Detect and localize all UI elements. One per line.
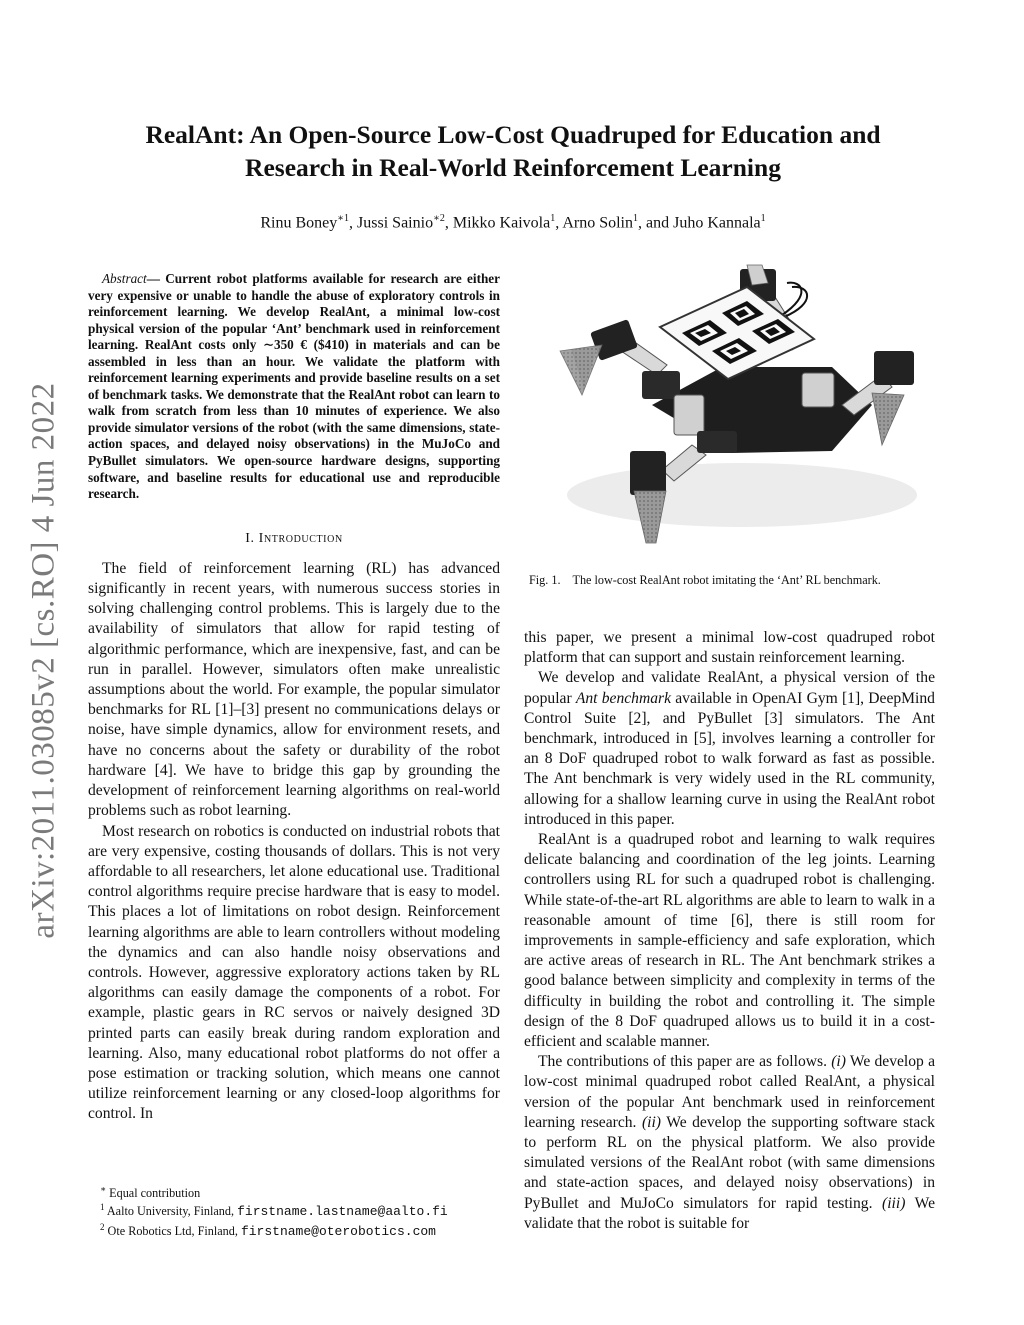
footnote-mark: 1 [100, 1202, 105, 1213]
body-text: We develop the supporting software stack to perform RL on the physical platform. We also provide simulated versions of the RealAnt robot (with same dimensions and state-action spaces, and delayed noisy observations) in PyBullet and MuJoCo simulators for rapid testing. [524, 1113, 935, 1212]
author-name: Arno Solin [562, 214, 633, 232]
footnote-email: firstname@oterobotics.com [240, 1224, 436, 1239]
author-separator: , and [637, 214, 674, 232]
body-paragraph [524, 668, 935, 830]
figure-caption [529, 572, 939, 588]
intro-paragraph: Most research on robotics is conducted on industrial robots that are very expensive, costing thousands of dollars. This is not very affordable to all researchers, let alone educational use. Traditional control algorithms require precise hardware that is easy to model. This places a lot of limitations on robot design. Reinforcement learning algorithms are able to learn controllers without modeling the dynamics and can also handle noisy observations and controls. However, aggressive exploratory actions taken by RL algorithms can easily damage the components of a robot. For example, plastic gears in RC servos or naively designed 3D printed parts can easily break during random exploration and learning. Also, many educational robot platforms do not offer a pose estimation or tracking solution, which means one cannot utilize reinforcement learning or any closed-loop algorithms for control. In [88, 822, 500, 1123]
arxiv-identifier-text: arXiv:2011.03085v2 [cs.RO] 4 Jun 2022 [25, 381, 62, 939]
title-line-1: RealAnt: An Open-Source Low-Cost Quadruped for Education and [145, 120, 881, 149]
footnote-email: firstname.lastname@aalto.fi [237, 1204, 448, 1220]
realant-robot-illustration [542, 255, 934, 545]
footnote-text: Ote Robotics Ltd, Finland, [107, 1224, 241, 1238]
author-affiliation-mark: 1 [632, 213, 638, 224]
author-separator: , [349, 214, 358, 232]
intro-paragraph: The field of reinforcement learning (RL) has advanced significantly in recent years, with numerous success stories in solving challenging control problems. This is largely due to the availability of simulators that allow for rapid testing of algorithmic performance, which are inexpensive, fast, and can be run in parallel. However, simulators often make unrealistic assumptions about the world. For example, the popular simulator benchmarks for RL [1]–[3] present no communications delays or noise, have simple dynamics, allow for environment resets, and have no concerns about the safety or durability of the robot hardware [4]. We have to bridge this gap by grounding the development of reinforcement learning algorithms on real-world problems such as robot learning. [88, 559, 500, 820]
body-emphasis: (i) [831, 1053, 846, 1071]
body-paragraph: this paper, we present a minimal low-cost quadruped robot platform that can support and sustain reinforcement learning. [524, 629, 935, 667]
figure-robot-photo [542, 255, 934, 545]
footnote [100, 1182, 520, 1200]
body-emphasis: Ant benchmark [575, 689, 672, 707]
paper-title [90, 118, 936, 184]
footnote-text: Equal contribution [109, 1186, 201, 1201]
title-line-2: Research in Real-World Reinforcement Learning [245, 153, 781, 182]
figure-caption-label: Fig. 1. [529, 573, 561, 587]
author-affiliation-mark: ∗2 [433, 213, 445, 224]
author-affiliation-mark: ∗1 [337, 213, 350, 224]
footnote-mark: ∗ [100, 1184, 107, 1194]
author-name: Juho Kannala [673, 214, 761, 232]
figure-caption-text: The low-cost RealAnt robot imitating the ‘Ant’ RL benchmark. [572, 573, 881, 587]
author-name: Rinu Boney [260, 214, 338, 232]
author-separator: , [444, 214, 453, 232]
body-text: We develop a low-cost minimal quadruped robot called RealAnt, a physical version of the popular Ant benchmark used in reinforcement learning research. [524, 1053, 935, 1131]
author-affiliation-mark: 1 [760, 213, 766, 224]
body-paragraph: RealAnt is a quadruped robot and learning to walk requires delicate balancing and coordination of the leg joints. Learning controllers using RL for such a quadruped robot is challenging. While state-of-the-art RL algorithms are able to learn to walk in a reasonable amount of time [6], there is still room for improvements in sample-efficiency and safe exploration, which are active areas of research in RL. The Ant benchmark strikes a good balance between simplicity and complexity in terms of the difficulty in building the robot and controlling it. The simple design of the 8 DoF quadruped allows us to build it in a cost-efficient and scalable manner. [524, 831, 935, 1051]
body-emphasis: (iii) [882, 1194, 906, 1212]
abstract [88, 271, 500, 503]
body-emphasis: (ii) [641, 1113, 661, 1131]
author-list [90, 208, 936, 234]
arxiv-identifier-stamp [20, 360, 68, 960]
author-affiliation-mark: 1 [550, 213, 556, 224]
footnote [100, 1220, 520, 1239]
body-paragraph [524, 1052, 935, 1234]
abstract-label: Abstract [102, 271, 147, 286]
body-text: The contributions of this paper are as follows. [538, 1053, 832, 1071]
body-text: We validate that the robot is suitable for [524, 1194, 935, 1232]
right-column [524, 628, 935, 1234]
footnotes [100, 1182, 520, 1239]
footnote-mark: 2 [100, 1221, 105, 1232]
left-column [88, 271, 500, 1125]
abstract-text: — Current robot platforms available for research are either very expensive or unable to handle the abuse of exploratory controls in reinforcement learning. We develop RealAnt, a minimal low-cost physical version of the popular ‘Ant’ benchmark used in reinforcement learning. RealAnt costs only ∼350 € ($410) in materials and can be assembled in less than an hour. We validate the platform with reinforcement learning experiments and provide baseline results on a set of benchmark tasks. We demonstrate that the RealAnt robot can learn to walk from scratch from less than 10 minutes of experience. We also provide simulator versions of the robot (with the same dimensions, state-action spaces, and delayed noisy observations) in the MuJoCo and PyBullet simulators. We open-source hardware designs, supporting software, and baseline results for educational use and reproducible research. [88, 271, 500, 502]
author-name: Mikko Kaivola [452, 214, 551, 232]
author-separator: , [555, 214, 563, 232]
section-heading-introduction: I. Introduction [245, 530, 343, 546]
body-text: available in OpenAI Gym [1], DeepMind Control Suite [2], and PyBullet [3] simulators. The Ant benchmark, introduced in [5], involves learning a controller for an 8 DoF quadruped robot to walk forward as fast as possible. The Ant benchmark is very widely used in the RL community, allowing for a shallow learning curve in using the RealAnt robot introduced in this paper. [524, 689, 935, 828]
footnote-text: Aalto University, Finland, [106, 1204, 238, 1219]
author-name: Jussi Sainio [357, 214, 434, 232]
footnote [100, 1200, 520, 1219]
body-text: We develop and validate RealAnt, a physical version of the popular [524, 669, 935, 707]
